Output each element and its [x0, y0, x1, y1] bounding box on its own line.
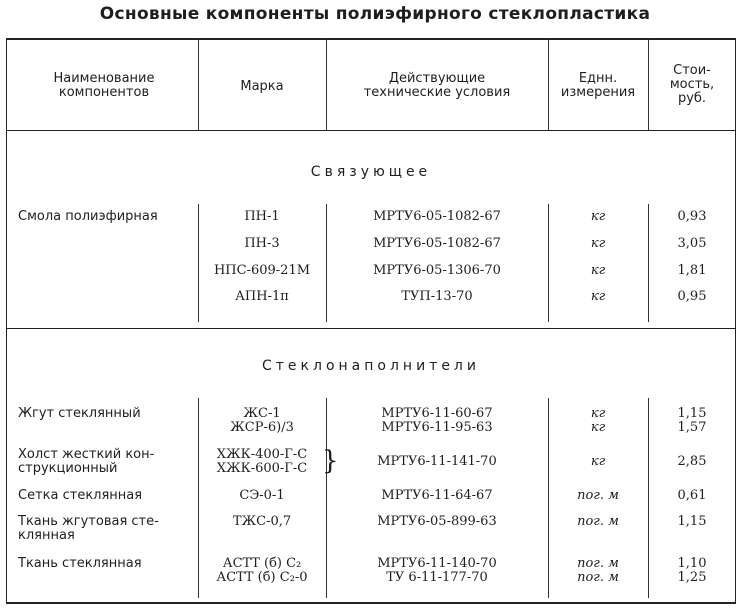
row-unit: кг [590, 289, 606, 304]
row-cost: 0,93 [677, 209, 707, 224]
row-name: Холст жесткий кон- струкционный [18, 447, 155, 476]
column-line-2-header [326, 39, 327, 130]
column-line-4-s2 [648, 398, 649, 598]
column-line-1-s2 [198, 398, 199, 598]
column-line-3-s2 [548, 398, 549, 598]
header-spec: Действующие технические условия [363, 71, 511, 100]
row-brand: ТЖС-0,7 [232, 514, 292, 529]
row-name: Сетка стеклянная [18, 488, 143, 503]
header-cost: Стои- мость, руб. [669, 63, 715, 106]
row-spec: МРТУ6-11-141-70 [377, 454, 497, 469]
row-brand: НПС-609-21М [213, 263, 311, 278]
row-cost: 0,61 [677, 488, 707, 503]
row-name: Смола полиэфирная [18, 209, 158, 224]
row-spec: МРТУ6-11-60-67 МРТУ6-11-95-63 [381, 406, 493, 435]
section-divider [6, 328, 736, 329]
row-cost: 1,15 [677, 514, 707, 529]
row-cost: 3,05 [677, 236, 707, 251]
column-line-3-s1 [548, 204, 549, 322]
row-spec: МРТУ6-05-899-63 [377, 514, 497, 529]
row-spec: МРТУ6-05-1082-67 [373, 209, 501, 224]
column-line-3-header [548, 39, 549, 130]
row-cost: 1,10 1,25 [677, 556, 707, 585]
row-spec: ТУП-13-70 [401, 289, 473, 304]
table-title: Основные компоненты полиэфирного стеклопластика [99, 4, 651, 24]
row-unit: кг [590, 209, 606, 224]
brace-icon: } [322, 446, 339, 476]
row-brand: ПН-3 [244, 236, 280, 251]
row-brand: ЖС-1 ЖСР-6)/3 [230, 406, 294, 435]
row-unit: кг [590, 454, 606, 469]
row-cost: 0,95 [677, 289, 707, 304]
row-cost: 1,81 [677, 263, 707, 278]
column-line-2-s1 [326, 204, 327, 322]
row-cost: 2,85 [677, 454, 707, 469]
row-spec: МРТУ6-05-1306-70 [373, 263, 501, 278]
row-name: Ткань стеклянная [18, 556, 142, 571]
column-line-4-header [648, 39, 649, 130]
row-brand: ПН-1 [244, 209, 280, 224]
column-line-1-s1 [198, 204, 199, 322]
row-spec: МРТУ6-11-64-67 [381, 488, 493, 503]
row-name: Ткань жгутовая сте- клянная [18, 514, 159, 543]
header-brand: Марка [240, 79, 284, 94]
row-brand: СЭ-0-1 [239, 488, 285, 503]
row-unit: кг [590, 236, 606, 251]
row-brand: АСТТ (б) С₂ АСТТ (б) С₂-0 [216, 556, 308, 585]
header-divider [6, 130, 736, 131]
section-title-fillers: Стеклонаполнители [262, 358, 480, 374]
column-line-4-s1 [648, 204, 649, 322]
column-line-1-header [198, 39, 199, 130]
row-unit: кг кг [590, 406, 606, 435]
header-name: Наименование компонентов [53, 71, 155, 100]
row-brand: АПН-1п [235, 289, 289, 304]
row-spec: МРТУ6-05-1082-67 [373, 236, 501, 251]
column-line-2-s2 [326, 398, 327, 598]
row-name: Жгут стеклянный [18, 406, 141, 421]
row-brand: ХЖК-400-Г-С ХЖК-600-Г-С [216, 447, 308, 476]
row-unit: кг [590, 263, 606, 278]
row-unit: пог. м [577, 514, 619, 529]
row-spec: МРТУ6-11-140-70 ТУ 6-11-177-70 [377, 556, 497, 585]
row-cost: 1,15 1,57 [677, 406, 707, 435]
header-unit: Еднн. измерения [560, 71, 636, 100]
row-unit: пог. м пог. м [577, 556, 619, 585]
section-title-binder: Связующее [310, 164, 432, 180]
row-unit: пог. м [577, 488, 619, 503]
